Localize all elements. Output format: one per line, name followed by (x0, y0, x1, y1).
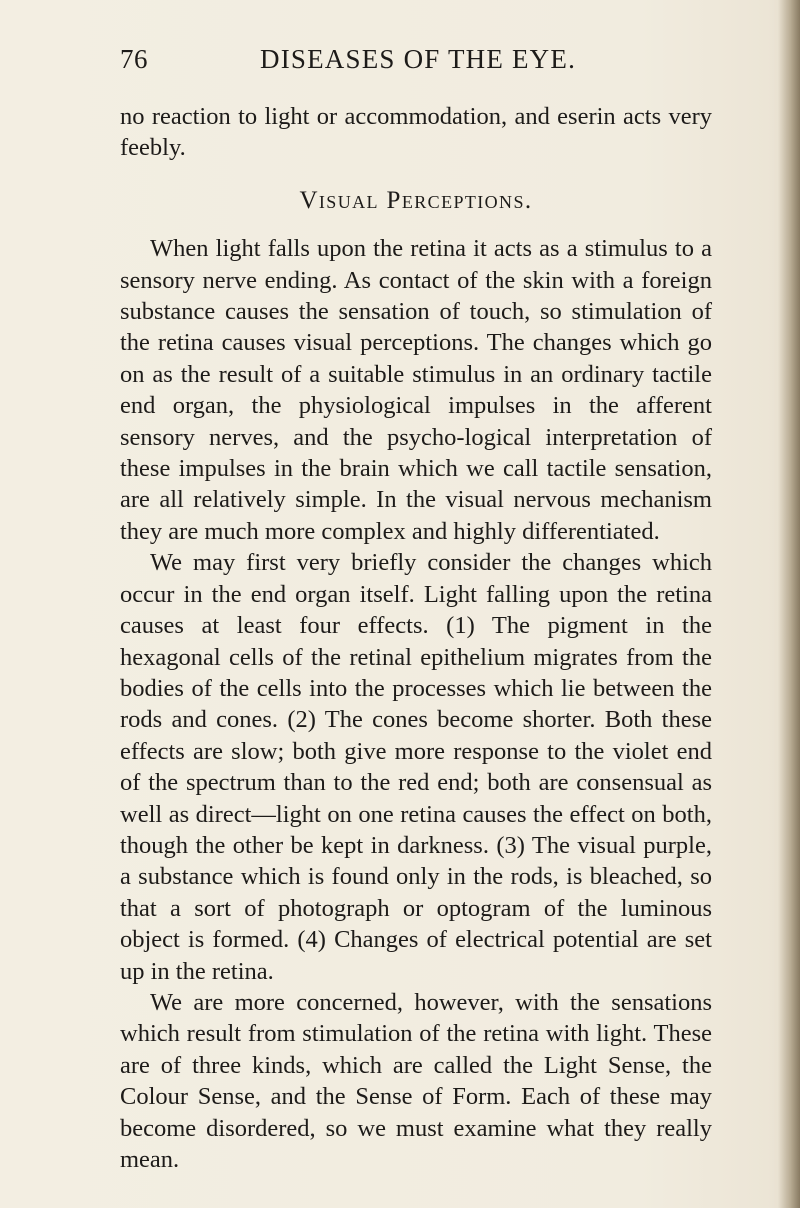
page-edge-shadow (778, 0, 800, 1208)
paragraph: We are more concerned, however, with the sensations which result from stimulation of the retina with light. These are of three kinds, which are called the Light Sense, the Colour Sense, and the Sense of Form. Each of these may become disordered, so we must examine what they really mean. (120, 988, 712, 1173)
running-head (120, 44, 710, 84)
page-number: 76 (120, 44, 148, 74)
body-text (120, 101, 712, 1175)
running-head-title: DISEASES OF THE EYE. (260, 44, 577, 74)
paragraph: When light falls upon the retina it acts as a stimulus to a sensory nerve ending. As contact of the skin with a foreign substance causes the sensation of touch, so stimulation of the retina causes visual perceptions. The changes which go on as the result of a suitable stimulus in an ordinary tactile end organ, the physiological impulses in the afferent sensory nerves, and the psycho-logical interpretation of these impulses in the brain which we call tactile sensation, are all relatively simple. In the visual nervous mechanism they are much more complex and highly differentiated. (120, 235, 712, 545)
section-heading: Visual Perceptions. (299, 186, 533, 214)
paragraph: We may first very briefly consider the changes which occur in the end organ itself. Light falling upon the retina causes at least four effects. (1) The pigment in the hexagonal cells of the retinal epithelium migrates from the bodies of the cells into the processes which lie between the rods and cones. (2) The cones become shorter. Both these effects are slow; both give more response to the violet end of the spectrum than to the red end; both are consensual as well as direct—light on one retina causes the effect on both, though the other be kept in darkness. (3) The visual purple, a substance which is found only in the rods, is bleached, so that a sort of photograph or optogram of the luminous object is formed. (4) Changes of electrical potential are set up in the retina. (120, 549, 712, 985)
paragraph-continuation: no reaction to light or accommodation, and eserin acts very feebly. (120, 103, 712, 162)
